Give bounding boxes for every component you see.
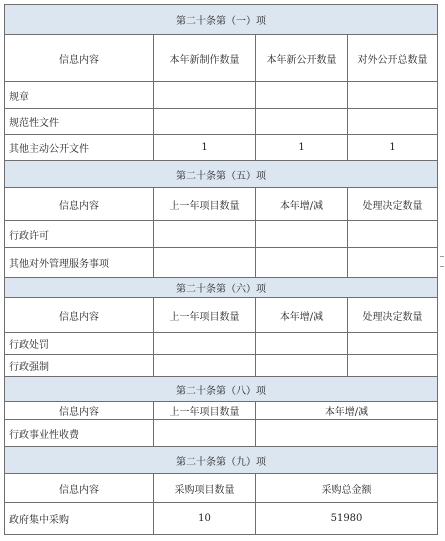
column-header-row: [5, 402, 438, 420]
row-label: 其他主动公开文件: [5, 135, 154, 161]
table-cell: [256, 82, 348, 109]
section-header-row: [5, 377, 438, 402]
table-cell: [154, 355, 256, 377]
table-row: [5, 221, 438, 248]
row-label: 政府集中采购: [5, 503, 154, 535]
table-cell: [256, 248, 348, 278]
table-cell: 1: [256, 135, 348, 161]
table-cell: [256, 333, 348, 355]
column-header: 信息内容: [5, 35, 154, 82]
row-label: 行政强制: [5, 355, 154, 377]
column-header: 采购项目数量: [154, 474, 256, 503]
table-row: [5, 109, 438, 135]
section-title: 第二十条第（九）项: [5, 447, 438, 474]
column-header-row: [5, 35, 438, 82]
table-cell: [348, 355, 438, 377]
table-cell: [154, 109, 256, 135]
table-cell: [348, 221, 438, 248]
table-row: [5, 355, 438, 377]
resize-marker: [440, 256, 444, 257]
column-header-row: [5, 298, 438, 333]
column-header: 本年新制作数量: [154, 35, 256, 82]
table-row: [5, 420, 438, 447]
section-header-row: [5, 447, 438, 474]
table-row: [5, 82, 438, 109]
section-title: 第二十条第（六）项: [5, 278, 438, 298]
column-header-row: [5, 188, 438, 221]
section-header-row: [5, 5, 438, 35]
table-cell: [154, 333, 256, 355]
column-header: 采购总金额: [256, 474, 438, 503]
table-cell: [348, 109, 438, 135]
table-cell: [256, 420, 438, 447]
table-row: [5, 333, 438, 355]
table-cell: 10: [154, 503, 256, 535]
table-cell: [348, 248, 438, 278]
table-cell: [154, 82, 256, 109]
row-label: 其他对外管理服务事项: [5, 248, 154, 278]
column-header: 处理决定数量: [348, 298, 438, 333]
column-header: 上一年项目数量: [154, 188, 256, 221]
column-header: 信息内容: [5, 298, 154, 333]
column-header: 上一年项目数量: [154, 298, 256, 333]
row-label: 规范性文件: [5, 109, 154, 135]
column-header: 上一年项目数量: [154, 402, 256, 420]
column-header: 本年增/减: [256, 188, 348, 221]
table-cell: [256, 221, 348, 248]
column-header: 处理决定数量: [348, 188, 438, 221]
table-row: [5, 503, 438, 535]
section-title: 第二十条第（一）项: [5, 5, 438, 35]
column-header: 对外公开总数量: [348, 35, 438, 82]
table-cell: [348, 333, 438, 355]
table-row: [5, 248, 438, 278]
row-label: 行政处罚: [5, 333, 154, 355]
column-header: 本年新公开数量: [256, 35, 348, 82]
table-row: [5, 135, 438, 161]
disclosure-table: [4, 4, 438, 535]
table-cell: [154, 420, 256, 447]
table-cell: 1: [348, 135, 438, 161]
section-header-row: [5, 161, 438, 188]
table-cell: [154, 221, 256, 248]
table-cell: [348, 82, 438, 109]
column-header: 信息内容: [5, 402, 154, 420]
section-header-row: [5, 278, 438, 298]
column-header: 本年增/减: [256, 298, 348, 333]
column-header: 信息内容: [5, 474, 154, 503]
row-label: 规章: [5, 82, 154, 109]
section-title: 第二十条第（五）项: [5, 161, 438, 188]
column-header: 信息内容: [5, 188, 154, 221]
table-cell: [256, 109, 348, 135]
column-header: 本年增/减: [256, 402, 438, 420]
table-cell: 1: [154, 135, 256, 161]
resize-marker: [440, 266, 444, 267]
section-title: 第二十条第（八）项: [5, 377, 438, 402]
row-label: 行政事业性收费: [5, 420, 154, 447]
column-header-row: [5, 474, 438, 503]
row-label: 行政许可: [5, 221, 154, 248]
table-cell: [154, 248, 256, 278]
table-cell: 51980: [256, 503, 438, 535]
table-cell: [256, 355, 348, 377]
